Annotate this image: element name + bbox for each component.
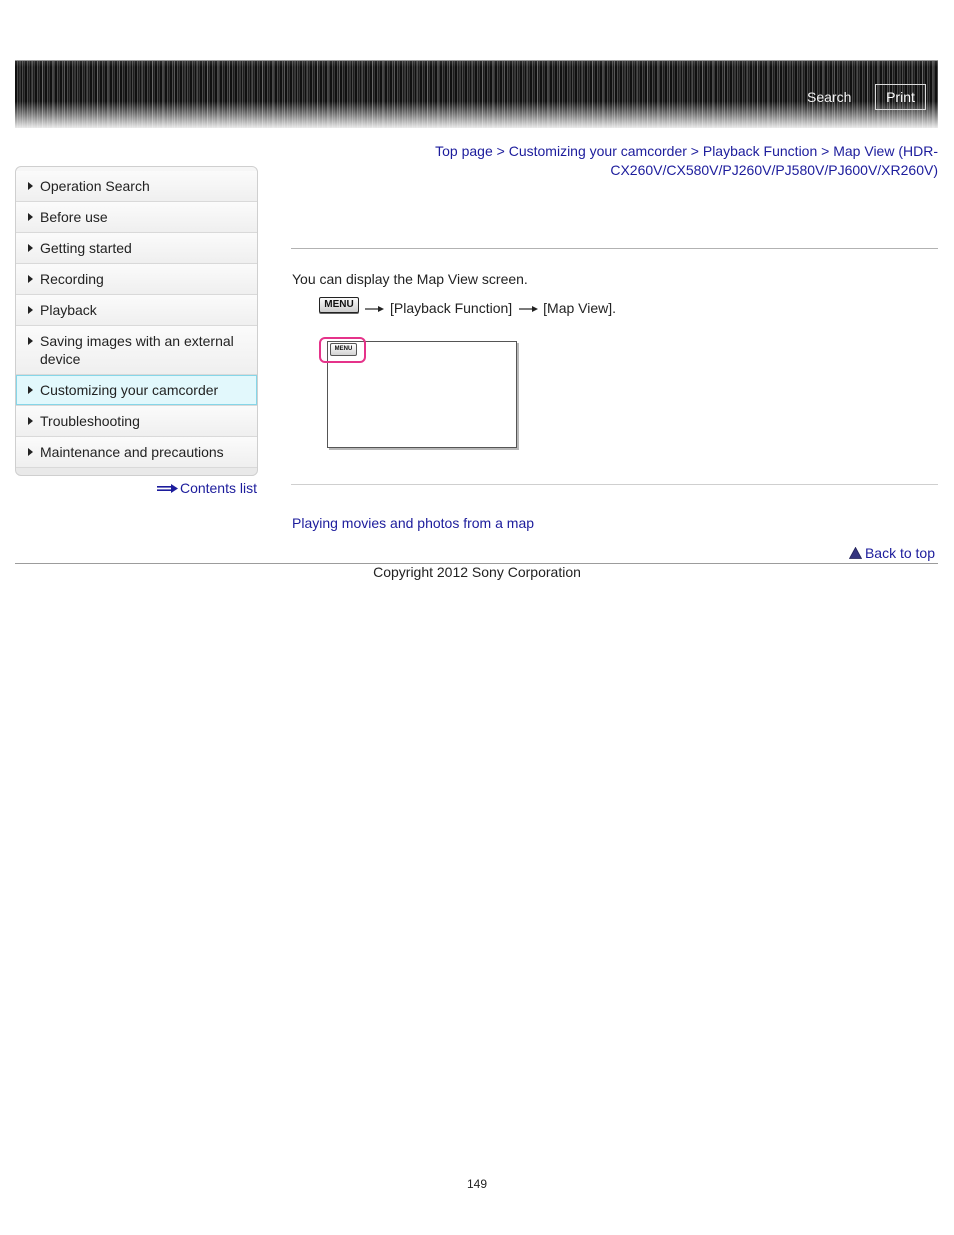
sidebar-item-label: Playback	[40, 302, 97, 318]
sidebar-item-label: Operation Search	[40, 178, 150, 194]
sidebar-item-label: Saving images with an external device	[40, 333, 234, 367]
print-button[interactable]: Print	[875, 84, 926, 110]
triangle-right-icon	[28, 386, 33, 394]
sidebar-item-playback[interactable]	[16, 295, 257, 326]
sidebar-item-label: Before use	[40, 209, 108, 225]
double-arrow-right-icon	[157, 484, 178, 493]
menu-button-icon: MENU	[319, 297, 359, 313]
sidebar-item-getting-started[interactable]	[16, 233, 257, 264]
page-number: 149	[466, 1177, 488, 1191]
breadcrumb-separator: >	[690, 143, 699, 159]
sidebar-item-saving-images[interactable]	[16, 326, 257, 375]
triangle-right-icon	[28, 337, 33, 345]
sidebar-item-recording[interactable]	[16, 264, 257, 295]
sidebar-item-label: Customizing your camcorder	[40, 382, 219, 398]
breadcrumb-customizing[interactable]: Customizing your camcorder	[508, 143, 687, 159]
sidebar-item-maintenance[interactable]	[16, 437, 257, 468]
search-button[interactable]: Search	[807, 89, 852, 105]
procedure-step	[319, 297, 616, 317]
triangle-right-icon	[28, 182, 33, 190]
contents-list-link[interactable]	[157, 480, 257, 497]
sidebar-item-label: Getting started	[40, 240, 132, 256]
triangle-right-icon	[28, 275, 33, 283]
triangle-right-icon	[28, 448, 33, 456]
triangle-right-icon	[28, 244, 33, 252]
arrow-right-icon	[365, 305, 384, 313]
top-header-bar	[15, 60, 938, 128]
sidebar-item-label: Recording	[40, 271, 104, 287]
triangle-right-icon	[28, 417, 33, 425]
step-map-view: [Map View].	[543, 300, 617, 316]
sidebar-item-label: Troubleshooting	[40, 413, 140, 429]
intro-text: You can display the Map View screen.	[292, 271, 528, 287]
triangle-up-icon	[849, 547, 862, 559]
breadcrumb	[418, 142, 938, 180]
menu-highlight-frame	[319, 337, 366, 363]
section-divider	[291, 484, 938, 485]
related-link-playing-from-map[interactable]: Playing movies and photos from a map	[292, 515, 535, 531]
copyright-text: Copyright 2012 Sony Corporation	[373, 564, 581, 580]
step-playback-function: [Playback Function]	[390, 300, 513, 316]
sidebar-nav	[15, 166, 258, 476]
breadcrumb-map-view[interactable]: Map View (HDR-CX260V/CX580V/PJ260V/PJ580V/PJ600V/XR260V)	[610, 143, 938, 178]
triangle-right-icon	[28, 213, 33, 221]
breadcrumb-playback-function[interactable]: Playback Function	[702, 143, 818, 159]
sidebar-item-label: Maintenance and precautions	[40, 444, 224, 460]
sidebar-item-before-use[interactable]	[16, 202, 257, 233]
breadcrumb-top-page[interactable]: Top page	[435, 143, 493, 159]
sidebar-item-operation-search[interactable]	[16, 171, 257, 202]
sidebar-item-troubleshooting[interactable]	[16, 406, 257, 437]
sidebar-item-customizing[interactable]	[16, 375, 257, 406]
title-divider	[291, 248, 938, 249]
contents-list-label: Contents list	[179, 480, 257, 496]
back-to-top-link[interactable]	[849, 544, 935, 562]
breadcrumb-separator: >	[496, 143, 505, 159]
screen-menu-button-icon: MENU	[330, 343, 357, 356]
back-to-top-label: Back to top	[864, 545, 935, 561]
arrow-right-icon	[519, 305, 538, 313]
breadcrumb-separator: >	[821, 143, 830, 159]
triangle-right-icon	[28, 306, 33, 314]
